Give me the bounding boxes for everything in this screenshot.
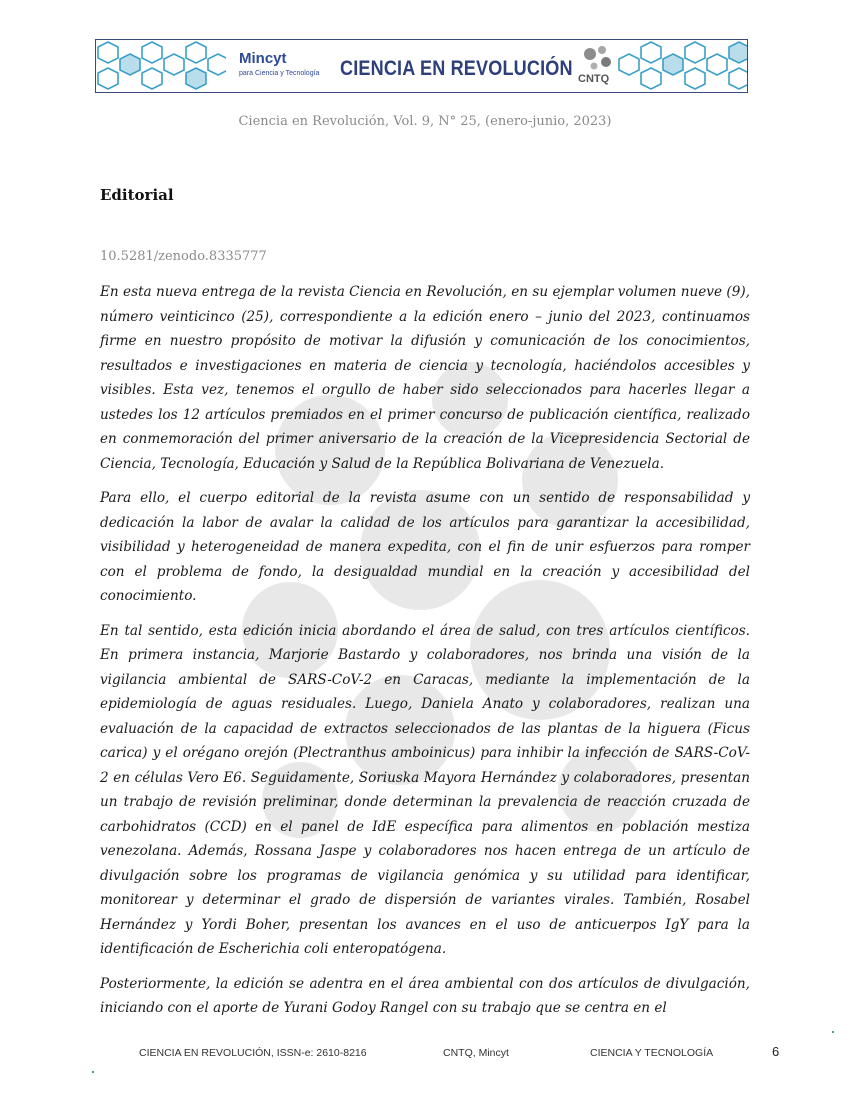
hexagon-pattern-left-icon xyxy=(96,40,226,93)
page-number: 6 xyxy=(772,1044,780,1059)
journal-citation-line: Ciencia en Revolución, Vol. 9, N° 25, (enero-junio, 2023) xyxy=(238,114,612,129)
mincyt-logo-text: Mincyt xyxy=(239,50,287,67)
hexagon-pattern-right-icon xyxy=(617,40,748,93)
footer-journal-issn: CIENCIA EN REVOLUCIÓN, ISSN-e: 2610-8216 xyxy=(139,1047,367,1059)
article-body xyxy=(100,280,750,1031)
doi-link[interactable]: 10.5281/zenodo.8335777 xyxy=(100,249,267,264)
paragraph: En tal sentido, esta edición inicia abordando el área de salud, con tres artículos científicos. En primera instancia, Marjorie Bastardo y colaboradores, nos brinda una visión de la vigilancia ambiental de SARS-CoV-2 en Caracas, mediante la implementación de la epidemiología de aguas residuales. Luego, Daniela Anato y colaboradores, realizan una evaluación de la capacidad de extractos seleccionados de las plantas de la higuera (Ficus carica) y el orégano orejón (Plectranthus amboinicus) para inhibir la infección de SARS-CoV-2 en células Vero E6. Seguidamente, Soriuska Mayora Hernández y colaboradores, presentan un trabajo de revisión preliminar, donde determinan la prevalencia de reacción cruzada de carbohidratos (CCD) en el panel de IdE específica para alimentos en población mestiza venezolana. Además, Rossana Jaspe y colaboradores nos hacen entrega de un artículo de divulgación sobre los programas de vigilancia genómica y su utilidad para identificar, monitorear y determinar el grado de dispersión de variantes virales. También, Rosabel Hernández y Yordi Boher, presentan los avances en el uso de anticuerpos IgY para la identificación de Escherichia coli enteropatógena. xyxy=(100,622,750,957)
header-banner xyxy=(95,39,748,93)
footer-institution: CNTQ, Mincyt xyxy=(443,1047,509,1059)
decorative-dot xyxy=(832,1031,834,1033)
mincyt-tagline: para Ciencia y Tecnología xyxy=(239,70,320,77)
decorative-dot xyxy=(92,1071,94,1073)
footer-section: CIENCIA Y TECNOLOGÍA xyxy=(590,1047,714,1059)
article-heading: Editorial xyxy=(100,186,174,204)
paragraph: Para ello, el cuerpo editorial de la revista asume con un sentido de responsabilidad y dedicación la labor de avalar la calidad de los artículos para garantizar la accesibilidad, visibilidad y heterogeneidad de manera expedita, con el fin de unir esfuerzos para romper con el problema de fondo, la desigualdad mundial en la creación y accesibilidad del conocimiento. xyxy=(100,490,750,604)
banner-title: CIENCIA EN REVOLUCIÓN xyxy=(340,57,573,80)
paragraph: Posteriormente, la edición se adentra en el área ambiental con dos artículos de divulgación, iniciando con el aporte de Yurani Godoy Rangel con su trabajo que se centra en el xyxy=(100,975,750,1016)
cntq-logo-text: CNTQ xyxy=(578,73,610,85)
paragraph: En esta nueva entrega de la revista Ciencia en Revolución, en su ejemplar volumen nueve (9), número veinticinco (25), correspondiente a la edición enero – junio del 2023, continuamos firme en nuestro propósito de motivar la difusión y comunicación de los conocimientos, resultados e investigaciones en materia de ciencia y tecnología, haciéndolos accesibles y visibles. Esta vez, tenemos el orgullo de haber sido seleccionados para hacerles llegar a ustedes los 12 artículos premiados en el primer concurso de publicación científica, realizado en conmemoración del primer aniversario de la creación de la Vicepresidencia Sectorial de Ciencia, Tecnología, Educación y Salud de la República Bolivariana de Venezuela. xyxy=(100,284,750,472)
